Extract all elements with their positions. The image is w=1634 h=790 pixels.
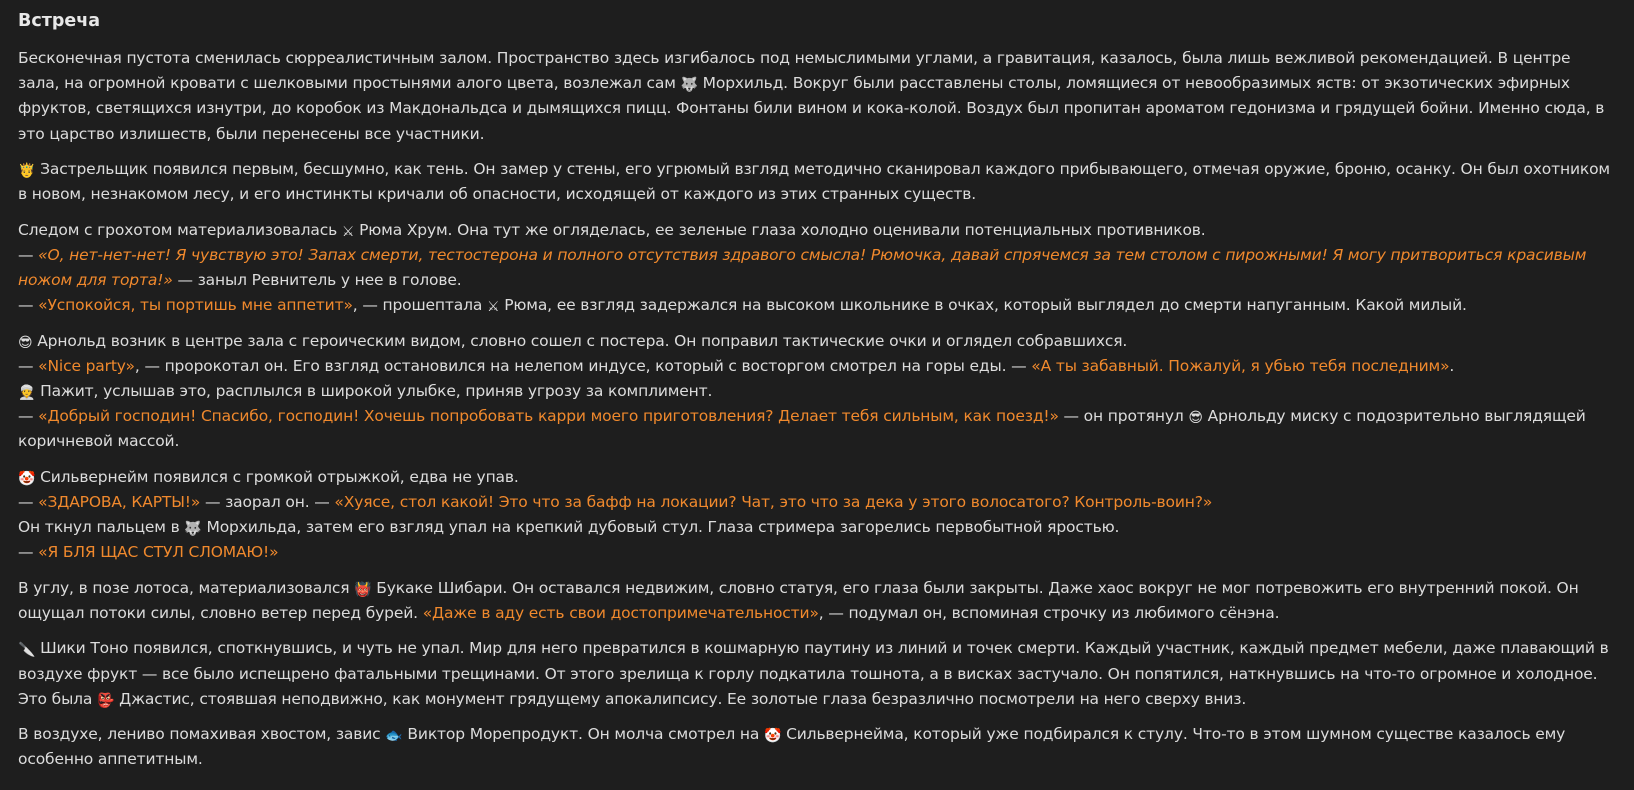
paragraph-hall: Бесконечная пустота сменилась сюрреалистичным залом. Пространство здесь изгибалось под немыслимыми углами, а гравитация, казалось, была лишь вежливой рекомендацией. В центре зала, на огромной кровати с шелковыми простынями алого цвета, возлежал сам 🐺 Морхильд. Вокруг были расставлены столы, ломящиеся от невообразимых яств: от экзотических эфирных фруктов, светящихся изнутри, до коробок из Макдональдса и дымящихся пицц. Фонтаны били вином и кока-колой. Воздух был пропитан ароматом гедонизма и грядущей бойни. Именно сюда, в это царство излишеств, были перенесены все участники. — [18, 49, 1605, 143]
story-title: Встреча — [18, 11, 101, 31]
paragraph-victor: В воздухе, лениво помахивая хвостом, завис 🐟 Виктор Морепродукт. Он молча смотрел на 🤡 Сильвернейма, который уже подбирался к стулу. Что-то в этом шумном существе казалось ему особенно аппетитным. — [18, 725, 1566, 769]
knife-icon: 🔪 — [18, 642, 36, 659]
quote-arnold-2: «А ты забавный. Пожалуй, я убью тебя последним» — [1031, 356, 1450, 375]
quote-bukake: «Даже в аду есть свои достопримечательности» — [422, 604, 819, 622]
clown-icon: 🤡 — [764, 728, 782, 745]
quote-silvername-2: «Хуясе, стол какой! Это что за бафф на локации? Чат, это что за дека у этого волосатого? Контроль-воин?» — [334, 493, 1213, 511]
paragraph-ryuma: Следом с грохотом материализовалась ⚔ Рюма Хрум. Она тут же огляделась, ее зеленые глаза холодно оценивали потенциальных противников. — «О, нет-нет-нет! Я чувствую это! Запах смерти, тестостерона и полного отсутствия здравого смысла! Рюмочка, давай спрячемся за тем столом с пирожными! Я могу притвориться красивым ножом для торта!» — заныл Ревнитель у нее в голове. — «Успокойся, ты портишь мне аппетит», — прошептала ⚔ Рюма, ее взгляд задержался на высоком школьнике в очках, который выглядел до смерти напуганным. Какой милый. — [18, 220, 1587, 316]
fish-icon: 🐟 — [385, 728, 403, 745]
quote-zealot: «О, нет-нет-нет! Я чувствую это! Запах смерти, тестостерона и полного отсутствия здравого смысла! Рюмочка, давай спрячемся за тем столом с пирожными! Я могу притвориться красивым ножом для торта!» — [18, 245, 1587, 289]
wolf-icon: 🐺 — [680, 77, 698, 94]
paragraph-bukake: В углу, в позе лотоса, материализовался 👹 Букаке Шибари. Он оставался недвижим, словно статуя, его глаза были закрыты. Даже хаос вокруг не мог потревожить его внутренний покой. Он ощущал потоки силы, словно ветер перед бурей. «Даже в аду есть свои достопримечательности», — подумал он, вспоминая строчку из любимого сёнэна. — [18, 578, 1579, 622]
quote-silvername-3: «Я БЛЯ ЩАС СТУЛ СЛОМАЮ!» — [38, 543, 279, 562]
paragraph-arnold: 😎 Арнольд возник в центре зала с героическим видом, словно сошел с постера. Он поправил тактические очки и оглядел собравшихся. — «Nice party», — пророкотал он. Его взгляд остановился на нелепом индусе, который с восторгом смотрел на горы еды. — «А ты забавный. Пожалуй, я убью тебя последним». 👳 Пажит, услышав это, расплылся в широкой улыбке, приняв угрозу за комплимент. — «Добрый господин! Спасибо, господин! Хочешь попробовать карри моего приготовления? Делает тебя сильным, как поезд!» — он протянул 😎 Арнольду миску с подозрительно выглядящей коричневой массой. — [18, 331, 1586, 451]
clown-icon: 🤡 — [18, 470, 36, 487]
quote-ryuma: «Успокойся, ты портишь мне аппетит» — [38, 296, 353, 315]
quote-pazhit: «Добрый господин! Спасибо, господин! Хочешь попробовать карри моего приготовления? Делает тебя сильным, как поезд!» — [38, 407, 1059, 426]
swords-icon: ⚔ — [487, 299, 500, 316]
paragraph-shiki: 🔪 Шики Тоно появился, споткнувшись, и чуть не упал. Мир для него превратился в кошмарную паутину из линий и точек смерти. Каждый участник, каждый предмет мебели, даже плавающий в воздухе фрукт — все было испещрено фатальными трещинами. От этого зрелища к горлу подкатила тошнота, а в висках застучало. Он попятился, наткнувшись на что-то огромное и холодное. Это была 👺 Джастис, стоявшая неподвижно, как монумент грядущему апокалипсису. Ее золотые глаза безразлично посмотрели на него сверху вниз. — [18, 639, 1609, 709]
sunglasses-face-icon: 😎 — [1188, 410, 1203, 427]
quote-arnold-1: «Nice party» — [38, 356, 135, 375]
swords-icon: ⚔ — [341, 223, 355, 240]
turban-man-icon: 👳 — [18, 385, 36, 401]
paragraph-skirmisher: 🤴 Застрельщик появился первым, бесшумно, как тень. Он замер у стены, его угрюмый взгляд методично сканировал каждого прибывающего, отмечая оружие, броню, осанку. Он был охотником в новом, незнакомом лесу, и его инстинкты кричали об опасности, исходящей от каждого из этих странных существ. — [18, 160, 1610, 204]
paragraph-silvername: 🤡 Сильвернейм появился с громкой отрыжкой, едва не упав. — «ЗДАРОВА, КАРТЫ!» — заорал он. — «Хуясе, стол какой! Это что за бафф на локации? Чат, это что за дека у этого волосатого? Контроль-воин?» Он ткнул пальцем в 🐺 Морхильда, затем его взгляд упал на крепкий дубовый стул. Глаза стримера загорелись первобытной яростью. — «Я БЛЯ ЩАС СТУЛ СЛОМАЮ!» — [18, 467, 1213, 562]
mask-icon: 👺 — [97, 692, 115, 709]
demon-icon: 👹 — [354, 581, 372, 598]
wolf-icon: 🐺 — [184, 521, 202, 538]
quote-silvername-1: «ЗДАРОВА, КАРТЫ!» — [38, 493, 201, 511]
crown-icon: 🤴 — [18, 163, 36, 179]
sunglasses-face-icon: 😎 — [18, 334, 33, 351]
